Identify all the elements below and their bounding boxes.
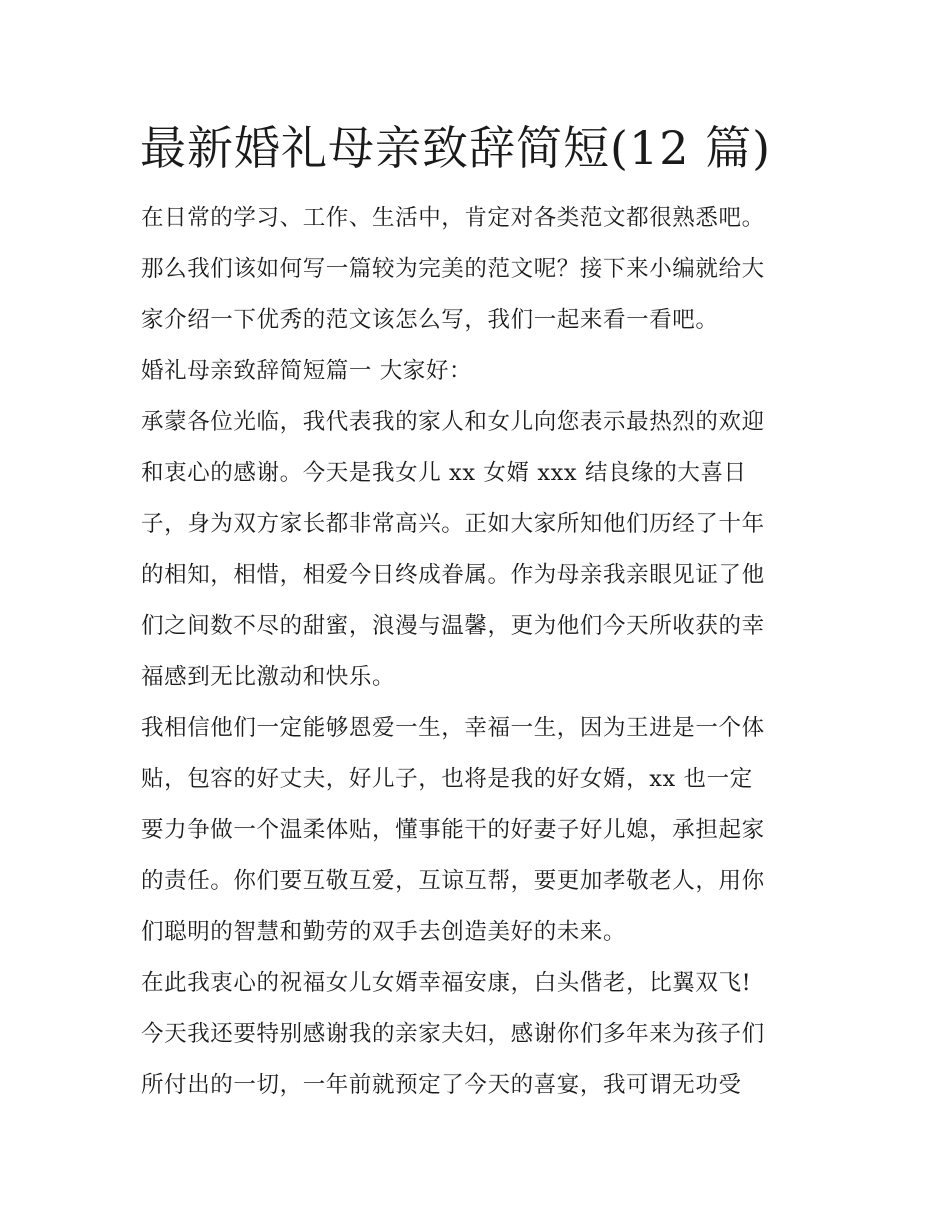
text-line: 的相知，相惜，相爱今日终成眷属。作为母亲我亲眼见证了他 — [141, 562, 765, 588]
text-line: 在此我衷心的祝福女儿女婿幸福安康，白头偕老，比翼双飞! — [141, 970, 752, 996]
text-line: 所付出的一切，一年前就预定了今天的喜宴，我可谓无功受 — [141, 1072, 742, 1098]
text-line: 婚礼母亲致辞简短篇一 大家好： — [141, 358, 473, 384]
page-title: 最新婚礼母亲致辞简短(12 篇) — [140, 121, 772, 175]
text-line: 家介绍一下优秀的范文该怎么写，我们一起来看一看吧。 — [141, 307, 719, 333]
text-line: 贴，包容的好丈夫，好儿子，也将是我的好女婿，xx 也一定 — [141, 766, 753, 792]
text-line: 那么我们该如何写一篇较为完美的范文呢？接下来小编就给大 — [141, 256, 765, 282]
text-line: 我相信他们一定能够恩爱一生，幸福一生，因为王进是一个体 — [141, 715, 765, 741]
text-line: 们聪明的智慧和勤劳的双手去创造美好的未来。 — [141, 919, 627, 945]
text-line: 要力争做一个温柔体贴，懂事能干的好妻子好儿媳，承担起家 — [141, 817, 765, 843]
text-line: 承蒙各位光临，我代表我的家人和女儿向您表示最热烈的欢迎 — [141, 409, 765, 435]
text-line: 和衷心的感谢。今天是我女儿 xx 女婿 xxx 结良缘的大喜日 — [141, 460, 747, 486]
text-line: 的责任。你们要互敬互爱，互谅互帮，要更加孝敬老人，用你 — [141, 868, 765, 894]
text-line: 福感到无比激动和快乐。 — [141, 664, 396, 690]
text-line: 在日常的学习、工作、生活中，肯定对各类范文都很熟悉吧。 — [141, 205, 765, 231]
text-line: 子，身为双方家长都非常高兴。正如大家所知他们历经了十年 — [141, 511, 765, 537]
text-line: 们之间数不尽的甜蜜，浪漫与温馨，更为他们今天所收获的幸 — [141, 613, 765, 639]
text-line: 今天我还要特别感谢我的亲家夫妇，感谢你们多年来为孩子们 — [141, 1021, 765, 1047]
